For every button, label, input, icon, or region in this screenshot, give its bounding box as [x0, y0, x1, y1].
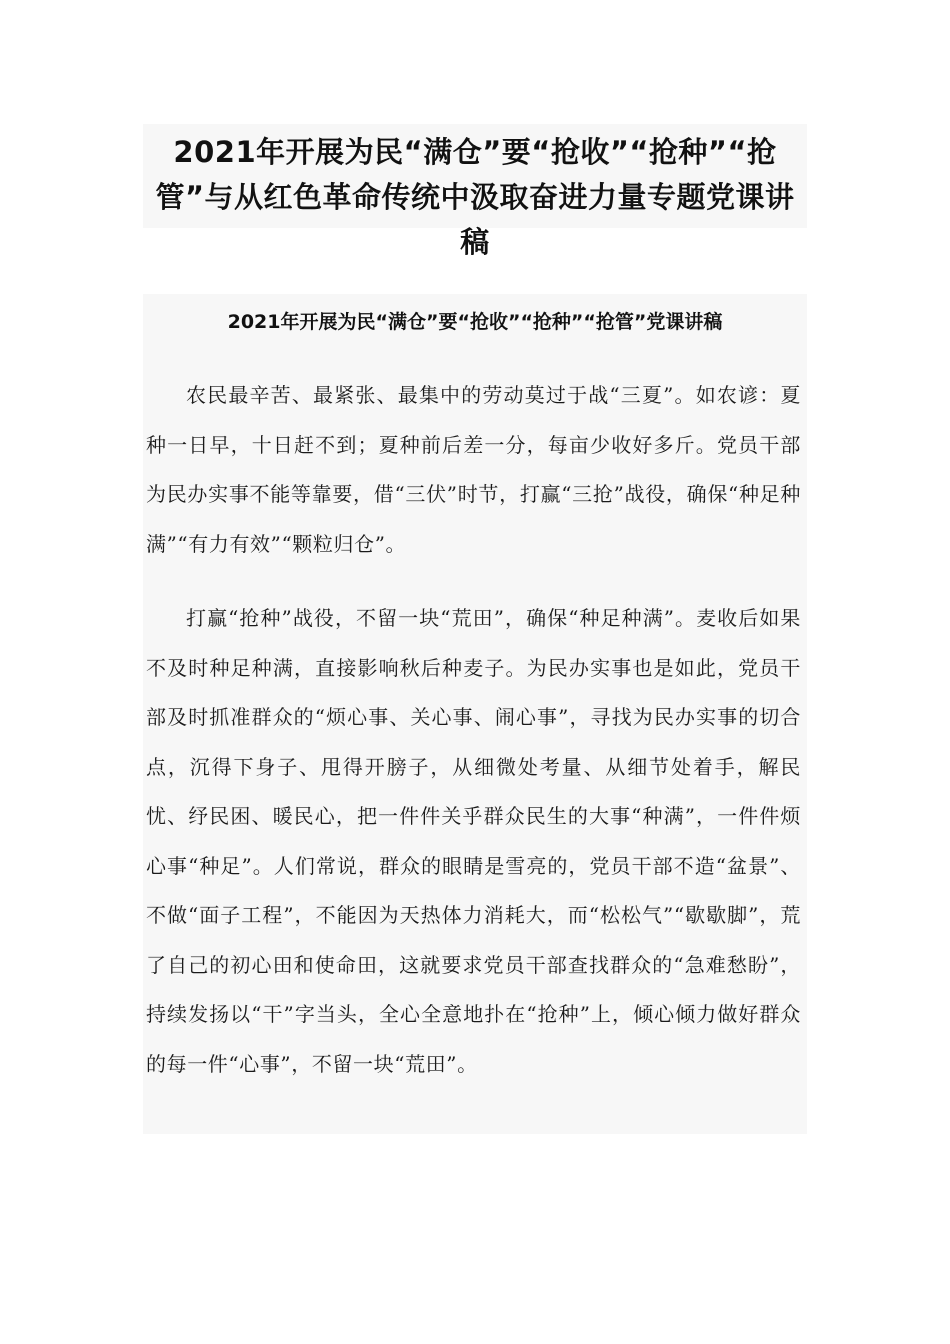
content-block: [143, 294, 807, 1134]
document-title: 2021年开展为民“满仓”要“抢收”“抢种”“抢管”与从红色革命传统中汲取奋进力量专题党课讲稿: [155, 135, 795, 259]
document-subtitle: 2021年开展为民“满仓”要“抢收”“抢种”“抢管”党课讲稿: [227, 311, 723, 333]
paragraph: 农民最辛苦、最紧张、最集中的劳动莫过于战“三夏”。如农谚：夏种一日早，十日赶不到；夏种前后差一分，每亩少收好多斤。党员干部为民办实事不能等靠要，借“三伏”时节，打赢“三抢”战役，确保“种足种满”“有力有效”“颗粒归仓”。: [146, 383, 801, 556]
paragraph: 打赢“抢种”战役，不留一块“荒田”，确保“种足种满”。麦收后如果不及时种足种满，直接影响秋后种麦子。为民办实事也是如此，党员干部及时抓准群众的“烦心事、关心事、闹心事”，寻找为民办实事的切合点，沉得下身子、甩得开膀子，从细微处考量、从细节处着手，解民忧、纾民困、暖民心，把一件件关乎群众民生的大事“种满”，一件件烦心事“种足”。人们常说，群众的眼睛是雪亮的，党员干部不造“盆景”、不做“面子工程”，不能因为天热体力消耗大，而“松松气”“歇歇脚”，荒了自己的初心田和使命田，这就要求党员干部查找群众的“急难愁盼”，持续发扬以“干”字当头，全心全意地扑在“抢种”上，倾心倾力做好群众的每一件“心事”，不留一块“荒田”。: [146, 606, 801, 1076]
title-block: [143, 124, 807, 259]
